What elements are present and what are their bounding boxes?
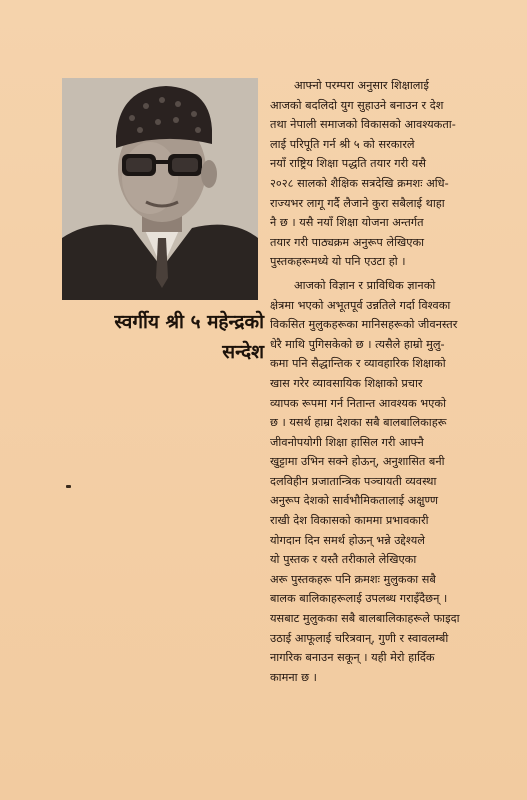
text-line: कामना छ । bbox=[270, 670, 317, 684]
text-line: आजको बदलिदो युग सुहाउने बनाउन र देश bbox=[270, 98, 444, 112]
message-body bbox=[270, 76, 504, 687]
portrait-photo bbox=[62, 78, 258, 300]
text-line: लाई परिपूति गर्न श्री ५ को सरकारले bbox=[270, 137, 415, 151]
text-line: तथा नेपाली समाजको विकासको आवश्यकता- bbox=[270, 118, 456, 132]
heading-line-1: स्वर्गीय श्री ५ महेन्द्रको bbox=[114, 311, 264, 333]
text-line: यो पुस्तक र यस्तै तरीकाले लेखिएका bbox=[270, 553, 417, 567]
text-line: विकसित मुलुकहरूका मानिसहरूको जीवनस्तर bbox=[270, 318, 458, 332]
text-line: क्षेत्रमा भएको अभूतपूर्व उन्नतिले गर्दा विश्वका bbox=[270, 298, 451, 312]
text-line: कमा पनि सैद्धान्तिक र व्यावहारिक शिक्षाको bbox=[270, 357, 446, 371]
paragraph-2 bbox=[270, 276, 504, 687]
text-line: जीवनोपयोगी शिक्षा हासिल गरी आफ्नै bbox=[270, 435, 424, 449]
text-line: अरू पुस्तकहरू पनि क्रमशः मुलुकका सबै bbox=[270, 572, 436, 586]
paragraph-1 bbox=[270, 76, 504, 272]
portrait-image bbox=[62, 78, 258, 300]
text-line: तयार गरी पाठ्यक्रम अनुरूप लेखिएका bbox=[270, 235, 425, 249]
text-line: आजको विज्ञान र प्राविधिक ज्ञानको bbox=[294, 278, 436, 292]
text-line: योगदान दिन समर्थ होऊन् भन्ने उद्देश्यले bbox=[270, 533, 425, 547]
heading-line-2: सन्देश bbox=[222, 341, 264, 363]
text-line: व्यापक रूपमा गर्न नितान्त आवश्यक भएको bbox=[270, 396, 447, 410]
ink-mark bbox=[66, 485, 71, 488]
text-line: नै छ । यसै नयाँ शिक्षा योजना अन्तर्गत bbox=[270, 216, 424, 230]
text-line: धेरै माथि पुगिसकेको छ । त्यसैले हाम्रो मुलु- bbox=[270, 337, 445, 351]
text-line: बालक बालिकाहरूलाई उपलब्ध गराइँदैछन् । bbox=[270, 592, 448, 606]
text-line: दलविहीन प्रजातान्त्रिक पञ्चायती व्यवस्था bbox=[270, 474, 437, 488]
text-line: राज्यभर लागू गर्दै लैजाने कुरा सबैलाई थाहा bbox=[270, 196, 445, 210]
text-line: खुट्टामा उभिन सक्ने होऊन्, अनुशासित बनी bbox=[270, 455, 445, 469]
text-line: उठाई आफूलाई चरित्रवान्, गुणी र स्वावलम्बी bbox=[270, 631, 449, 645]
text-line: अनुरूप देशको सार्वभौमिकतालाई अक्षुण्ण bbox=[270, 494, 438, 508]
text-line: २०२८ सालको शैक्षिक सत्रदेखि क्रमशः अधि- bbox=[270, 176, 449, 190]
text-line: खास गरेर व्यावसायिक शिक्षाको प्रचार bbox=[270, 376, 423, 390]
text-line: छ । यसर्थ हाम्रा देशका सबै बालबालिकाहरू bbox=[270, 416, 447, 430]
text-line: नागरिक बनाउन सकून् । यही मेरो हार्दिक bbox=[270, 651, 435, 665]
text-line: आफ्नो परम्परा अनुसार शिक्षालाई bbox=[294, 79, 429, 92]
text-line: पुस्तकहरूमध्ये यो पनि एउटा हो । bbox=[270, 255, 406, 269]
text-line: राखी देश विकासको काममा प्रभावकारी bbox=[270, 514, 429, 528]
text-line: नयाँ राष्ट्रिय शिक्षा पद्धति तयार गरी यसै bbox=[270, 157, 426, 171]
text-line: यसबाट मुलुकका सबै बालबालिकाहरूले फाइदा bbox=[270, 612, 460, 626]
